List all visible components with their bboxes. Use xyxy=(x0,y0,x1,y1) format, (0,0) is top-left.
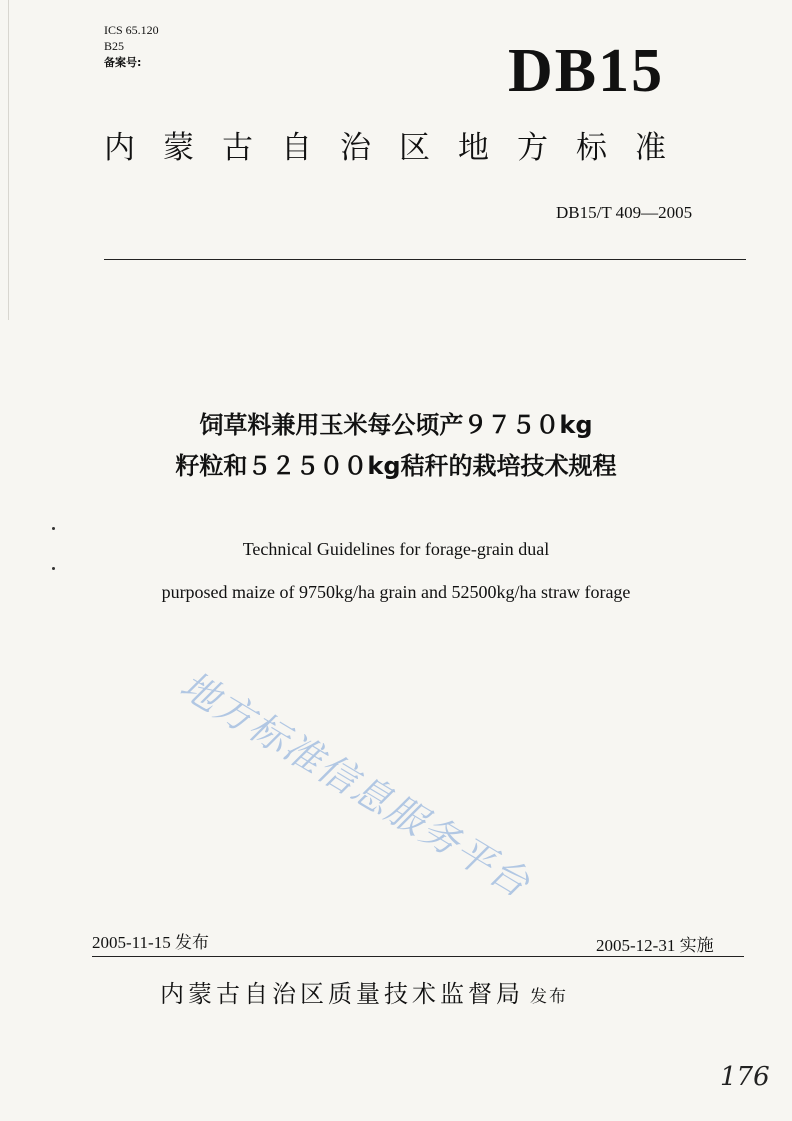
title-english-line-2: purposed maize of 9750kg/ha grain and 52500kg/ha straw forage xyxy=(161,582,631,602)
standard-code: DB15 xyxy=(508,37,665,105)
title-english-line-1: Technical Guidelines for forage-grain dual xyxy=(242,539,550,559)
issue-date: 2005-11-15 发布 xyxy=(92,933,209,952)
bottom-divider xyxy=(92,956,744,957)
watermark: 地方标准信息服务平台 xyxy=(172,662,539,907)
record-number-label: 备案号: xyxy=(104,56,142,69)
ics-code: ICS 65.120 xyxy=(104,23,159,37)
publisher-suffix: 发布 xyxy=(530,987,568,1007)
top-divider xyxy=(104,259,746,260)
implementation-date: 2005-12-31 实施 xyxy=(596,936,714,955)
title-chinese-line-1: 饲草料兼用玉米每公顷产９７５０kg xyxy=(199,411,593,439)
standard-type-heading: 内蒙古自治区地方标准 xyxy=(104,130,694,166)
binding-edge xyxy=(8,0,9,320)
scan-mark xyxy=(52,567,55,570)
classification-code: B25 xyxy=(104,39,125,53)
publisher-name: 内蒙古自治区质量技术监督局 xyxy=(160,980,524,1008)
standard-number: DB15/T 409—2005 xyxy=(556,203,693,222)
scan-mark xyxy=(52,527,55,530)
publisher xyxy=(160,978,568,1013)
handwritten-page-mark: 176 xyxy=(720,1062,770,1092)
title-chinese-line-2: 籽粒和５２５００kg秸秆的栽培技术规程 xyxy=(175,452,617,480)
